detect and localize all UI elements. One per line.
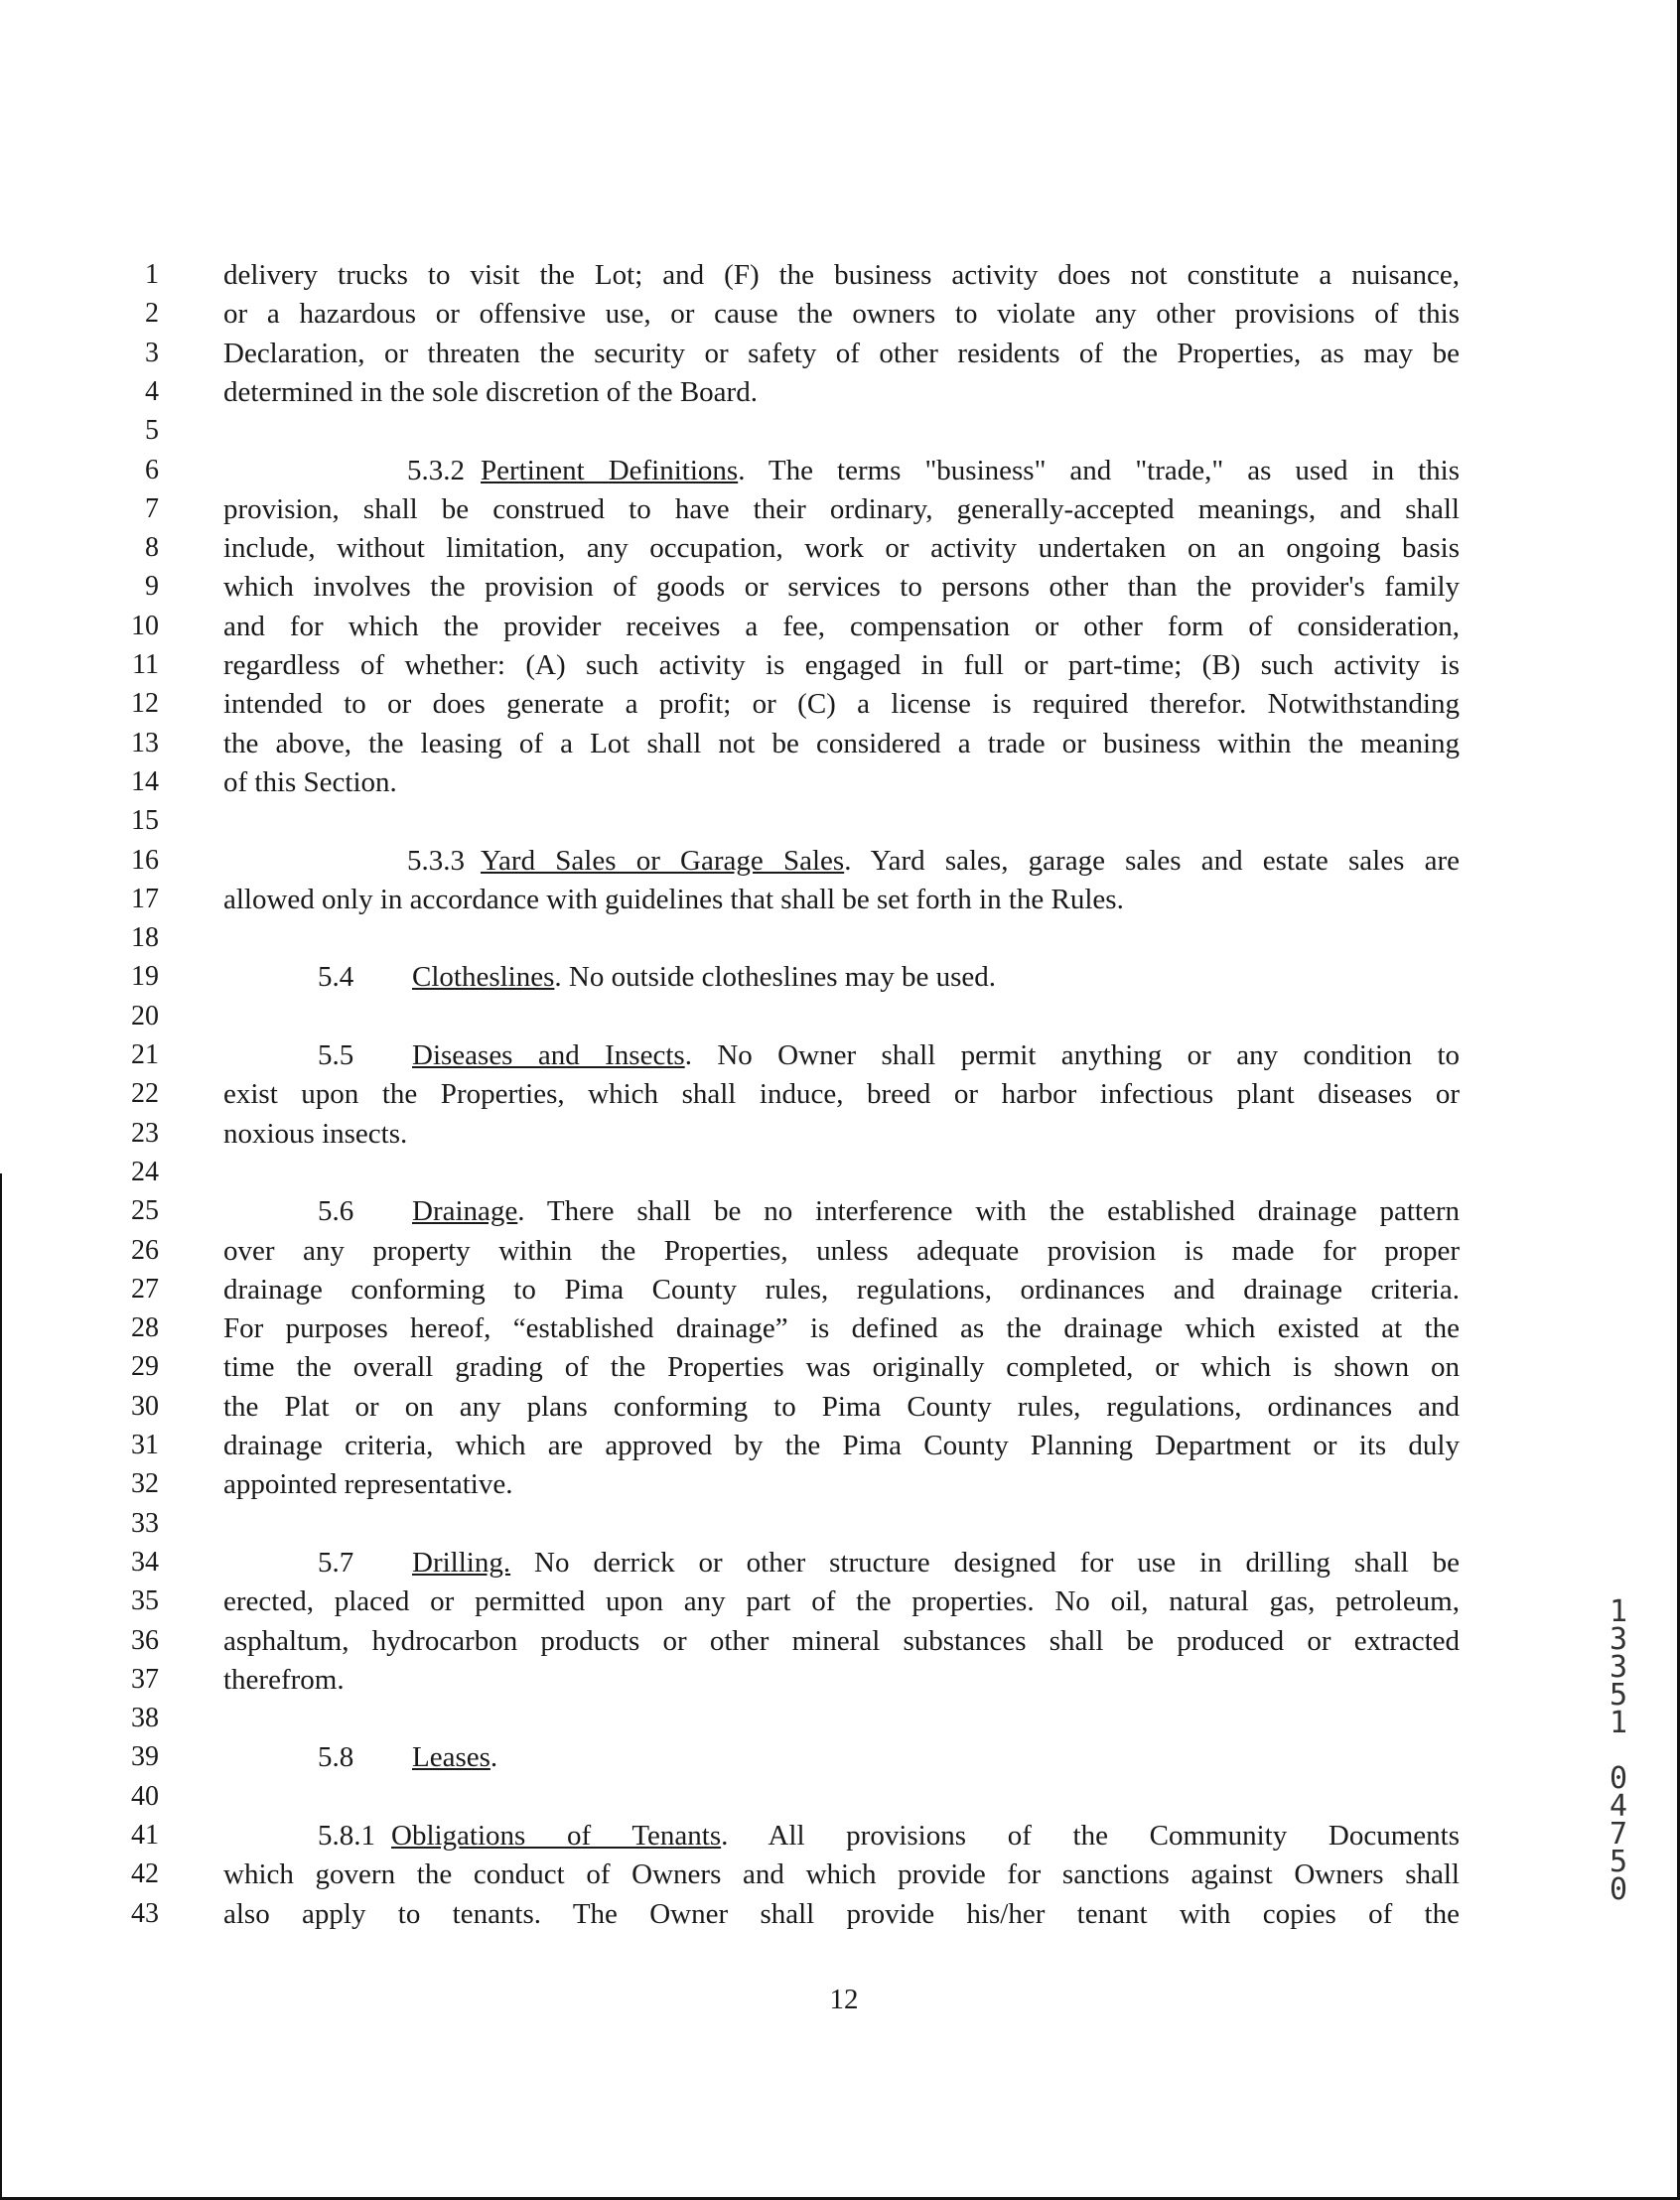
section-text: . Yard sales, garage sales and estate sales are [844,845,1460,877]
line-number: 39 [131,1741,159,1772]
section-text: . There shall be no interference with the established drainage pattern [517,1195,1460,1227]
stamp-char: 3 [1609,1622,1628,1657]
text-line: Declaration, or threaten the security or safety of other residents of the Properties, as may be [223,338,1460,369]
line-number: 14 [131,766,159,797]
section-number: 5.6 [318,1195,354,1227]
section-title: Drainage [412,1195,518,1227]
text-line: exist upon the Properties, which shall induce, breed or harbor infectious plant diseases or [223,1078,1460,1110]
stamp-char: 3 [1609,1650,1628,1685]
line-number: 7 [145,493,159,524]
text-line: delivery trucks to visit the Lot; and (F) the business activity does not constitute a nuisance, [223,259,1460,291]
section-title: Drilling. [412,1547,511,1579]
text-line [318,1821,1460,1851]
text-line: also apply to tenants. The Owner shall provide his/her tenant with copies of the [223,1898,1460,1930]
line-number: 22 [131,1078,159,1109]
section-title: Leases [412,1741,490,1773]
text-line: therefrom. [223,1664,345,1696]
text-line: or a hazardous or offensive use, or cause the owners to violate any other provisions of this [223,298,1460,330]
line-number: 1 [145,259,159,290]
section-title: Clotheslines [412,961,555,993]
line-number: 32 [131,1468,159,1499]
line-number: 6 [145,455,159,485]
line-number: 2 [145,298,159,329]
text-line [407,456,1460,485]
section-text: . The terms "business" and "trade," as used in this [738,455,1461,486]
page-edge-left [0,1173,2,2200]
line-number: 30 [131,1391,159,1422]
line-number: 3 [145,338,159,368]
text-line: and for which the provider receives a fee, compensation or other form of consideration, [223,611,1460,642]
section-text: . No Owner shall permit anything or any condition to [684,1039,1460,1071]
line-number: 4 [145,376,159,407]
section-title: Pertinent Definitions [481,455,739,486]
text-line: include, without limitation, any occupation, work or activity undertaken on an ongoing basis [223,532,1460,564]
text-line: drainage conforming to Pima County rules, regulations, ordinances and drainage criteria. [223,1274,1460,1306]
section-number: 5.3.3 [407,845,465,877]
section-text: . All provisions of the Community Documents [721,1820,1460,1852]
stamp-char: 0 [1609,1761,1628,1796]
section-number: 5.5 [318,1039,354,1071]
line-number: 28 [131,1312,159,1343]
line-number: 24 [131,1157,159,1187]
line-number: 17 [131,884,159,914]
section-title: Yard Sales or Garage Sales [481,845,845,877]
text-line: asphaltum, hydrocarbon products or other mineral substances shall be produced or extracted [223,1625,1460,1657]
section-number: 5.8 [318,1741,354,1773]
text-line: intended to or does generate a profit; or (C) a license is required therefor. Notwithstanding [223,688,1460,720]
stamp-char: 5 [1609,1678,1628,1713]
line-number: 37 [131,1664,159,1695]
line-number: 19 [131,961,159,992]
text-line [407,846,1460,876]
text-line: drainage criteria, which are approved by the Pima County Planning Department or its duly [223,1430,1460,1461]
section-text: . No outside clotheslines may be used. [554,961,996,993]
line-number: 35 [131,1585,159,1616]
line-number: 36 [131,1625,159,1656]
line-number: 26 [131,1235,159,1266]
text-line [318,1196,1460,1226]
line-number: 38 [131,1703,159,1733]
page-number: 12 [829,1984,859,2015]
stamp-char: 7 [1609,1817,1628,1852]
line-number: 34 [131,1547,159,1578]
section-number: 5.3.2 [407,455,465,486]
stamp-char: 0 [1609,1872,1628,1907]
stamp-char: 4 [1609,1789,1628,1824]
line-number: 27 [131,1274,159,1305]
line-number: 18 [131,922,159,953]
text-line: For purposes hereof, “established drainage” is defined as the drainage which existed at the [223,1312,1460,1344]
section-number: 5.4 [318,961,354,993]
section-text: . [490,1741,498,1773]
side-stamp [1601,1594,1636,1907]
line-number: 5 [145,415,159,446]
text-line: noxious insects. [223,1118,408,1150]
line-number: 23 [131,1118,159,1149]
line-number: 9 [145,571,159,602]
line-number: 33 [131,1508,159,1539]
text-line: provision, shall be construed to have their ordinary, generally-accepted meanings, and shall [223,493,1460,525]
section-number: 5.8.1 [318,1820,375,1852]
line-number: 13 [131,728,159,758]
line-number: 29 [131,1351,159,1382]
text-line: of this Section. [223,766,397,798]
line-number: 41 [131,1820,159,1851]
line-number: 8 [145,532,159,563]
line-number: 20 [131,1001,159,1031]
text-line: determined in the sole discretion of the Board. [223,376,758,408]
text-line: erected, placed or permitted upon any part of the properties. No oil, natural gas, petroleum, [223,1585,1460,1617]
stamp-char: 1 [1609,1706,1628,1740]
text-line: which involves the provision of goods or services to persons other than the provider's family [223,571,1460,603]
section-title: Diseases and Insects [412,1039,685,1071]
line-number: 15 [131,805,159,836]
line-number: 12 [131,688,159,719]
text-line: which govern the conduct of Owners and which provide for sanctions against Owners shall [223,1858,1460,1890]
section-number: 5.7 [318,1547,354,1579]
text-line [318,1040,1460,1070]
line-number: 42 [131,1858,159,1889]
section-text: No derrick or other structure designed for use in drilling shall be [510,1547,1460,1579]
line-number: 43 [131,1898,159,1929]
line-number: 11 [132,649,159,680]
section-title: Obligations of Tenants [391,1820,722,1852]
text-line [318,1548,1460,1578]
text-line: regardless of whether: (A) such activity is engaged in full or part-time; (B) such activity is [223,649,1460,681]
line-number: 21 [131,1039,159,1070]
text-line: the Plat or on any plans conforming to Pima County rules, regulations, ordinances and [223,1391,1460,1423]
line-number: 31 [131,1430,159,1460]
text-line [318,962,1460,992]
text-line: time the overall grading of the Properties was originally completed, or which is shown on [223,1351,1460,1383]
text-line: allowed only in accordance with guidelines that shall be set forth in the Rules. [223,884,1124,915]
stamp-char: 1 [1609,1594,1628,1629]
line-number: 25 [131,1195,159,1226]
text-line: appointed representative. [223,1468,513,1500]
stamp-char: 5 [1609,1845,1628,1879]
line-number: 10 [131,611,159,641]
text-line: the above, the leasing of a Lot shall not be considered a trade or business within the meaning [223,728,1460,759]
text-line [318,1742,1460,1772]
line-number: 40 [131,1781,159,1812]
line-number: 16 [131,845,159,876]
text-line: over any property within the Properties, unless adequate provision is made for proper [223,1235,1460,1267]
